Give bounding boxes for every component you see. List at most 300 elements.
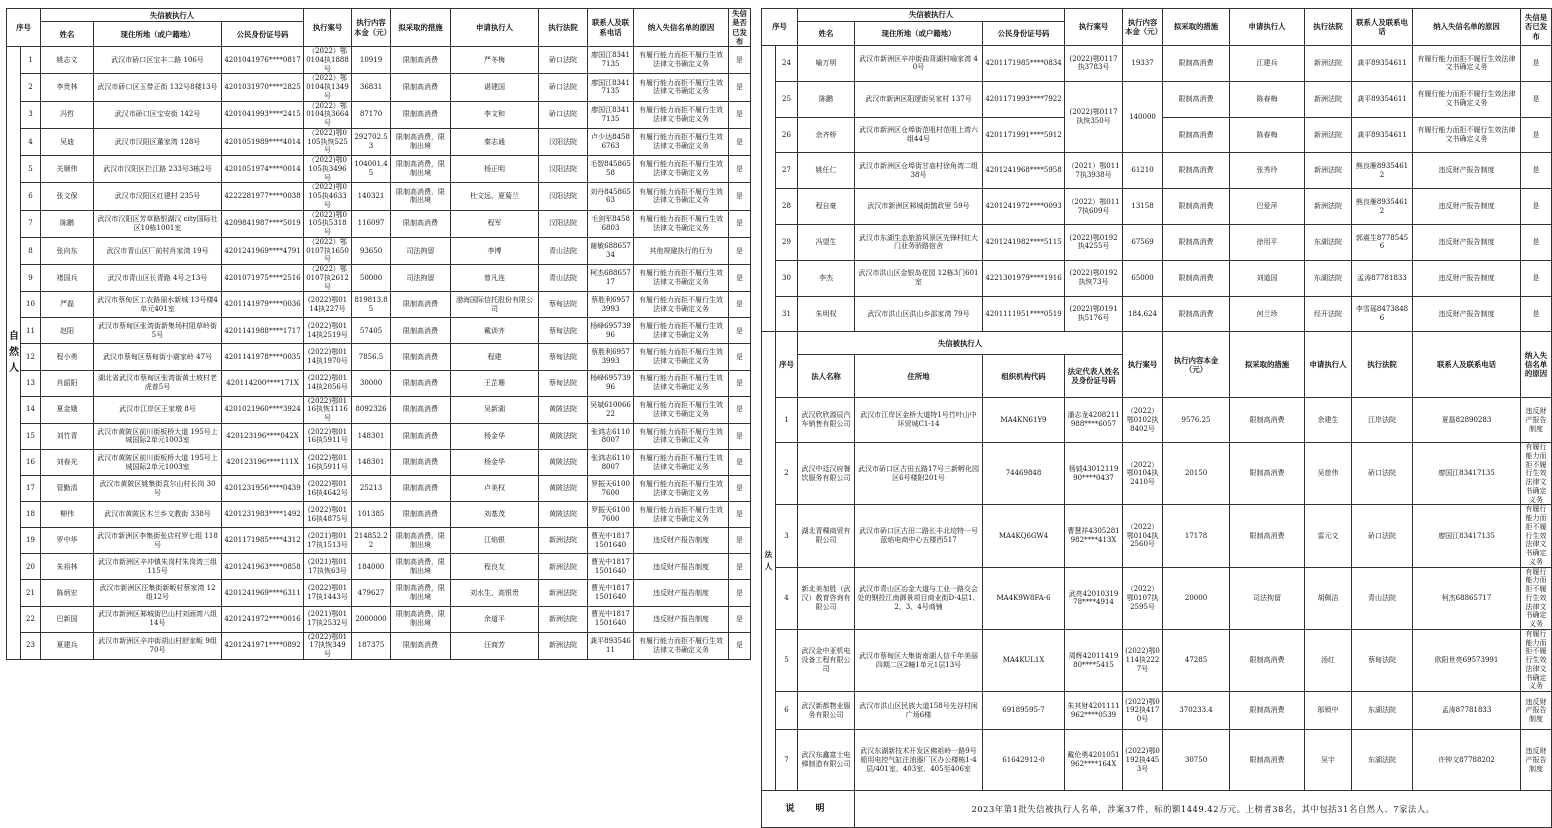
published: 是 xyxy=(729,476,751,502)
published: 是 xyxy=(729,237,751,264)
org-code: MA4KQ6GW4 xyxy=(983,505,1065,567)
court: 黄陂法院 xyxy=(539,449,588,475)
applicant: 巴爱萍 xyxy=(1230,189,1305,225)
measure: 限制高消费，限制出境 xyxy=(391,183,451,210)
contact: 孟涛87781833 xyxy=(1413,692,1521,730)
contact: 廖国江83417135 xyxy=(1413,505,1521,567)
applicant: 程军 xyxy=(451,210,539,237)
measure: 限制高消费 xyxy=(1163,153,1230,189)
published: 是 xyxy=(1521,46,1552,82)
person-name: 刘竹青 xyxy=(41,423,94,449)
amount: 13158 xyxy=(1123,189,1163,225)
case-number: (2022)鄂0117执1443号 xyxy=(304,580,352,606)
right-table xyxy=(761,8,1552,828)
table-row xyxy=(762,153,1552,189)
case-number: （2022）鄂0104执3664号 xyxy=(304,101,352,128)
table-row xyxy=(762,730,1552,791)
published: 是 xyxy=(729,128,751,155)
contact: 罗振天61007600 xyxy=(588,502,634,528)
measure: 限制高消费 xyxy=(391,502,451,528)
published: 是 xyxy=(729,101,751,128)
person-name: 管勤清 xyxy=(41,476,94,502)
court: 新洲法院 xyxy=(1305,81,1352,117)
right-header-name: 姓名 xyxy=(798,22,855,46)
case-number: （2022）鄂0107执1650号 xyxy=(304,237,352,264)
id-number: 4201041976****0817 xyxy=(222,47,304,74)
contact: 刘丹84586563 xyxy=(588,183,634,210)
id-number: 4201171985****4312 xyxy=(222,528,304,554)
measure: 限制高消费 xyxy=(1230,443,1305,505)
row-seq: 15 xyxy=(21,423,41,449)
contact: 吴斌61006622 xyxy=(588,396,634,423)
measure: 限制高消费 xyxy=(1163,81,1230,117)
published: 是 xyxy=(729,606,751,632)
contact: 毛智84586558 xyxy=(588,156,634,183)
measure: 限制高消费，限制出境 xyxy=(391,606,451,632)
amount: 116097 xyxy=(352,210,391,237)
amount: 20150 xyxy=(1163,443,1230,505)
person-name: 夏金娥 xyxy=(41,396,94,423)
contact: 卢少达84586763 xyxy=(588,128,634,155)
published: 是 xyxy=(729,632,751,659)
reason: 有履行能力而拒不履行生效法律文书确定义务 xyxy=(634,318,729,344)
published: 是 xyxy=(729,554,751,580)
case-number: (2022)鄂0116执5911号 xyxy=(304,423,352,449)
applicant: 渤海国际信托股份有限公司 xyxy=(451,292,539,318)
row-seq: 1 xyxy=(21,47,41,74)
reason: 违反财产报告制度 xyxy=(634,606,729,632)
note-section xyxy=(762,791,1552,828)
legal-header-person-group: 失信被执行人 xyxy=(798,332,1123,355)
reason: 有履行能力而拒不履行生效法律文书确定义务 xyxy=(1413,46,1521,82)
address: 武汉市青山区长青路 4号之13号 xyxy=(94,265,222,292)
header-row-1 xyxy=(7,9,751,22)
right-header-applicant: 申请执行人 xyxy=(1230,9,1305,46)
published: 是 xyxy=(1521,117,1552,153)
contact: 曹光中18171501640 xyxy=(588,580,634,606)
address: 武汉市硚口区宝丰二路 106号 xyxy=(94,47,222,74)
legal-header-org-code: 组织机构代码 xyxy=(983,355,1065,398)
applicant: 曾凡连 xyxy=(451,265,539,292)
reason: 违反财产报告制度 xyxy=(1521,692,1552,730)
id-number: 4209841987****5019 xyxy=(222,210,304,237)
case-number: (2022)鄂0192执4170号 xyxy=(1123,692,1163,730)
table-row xyxy=(7,183,751,210)
reason: 有履行能力而拒不履行生效法律文书确定义务 xyxy=(634,502,729,528)
court: 蔡甸法院 xyxy=(539,370,588,396)
id-number: 4201051974****0014 xyxy=(222,156,304,183)
measure: 限制高消费 xyxy=(391,74,451,101)
reason: 违反财产报告制度 xyxy=(1413,260,1521,296)
applicant: 余道平 xyxy=(451,606,539,632)
row-seq: 3 xyxy=(776,505,798,567)
table-row xyxy=(7,606,751,632)
table-row xyxy=(762,296,1552,332)
right-header-id-no: 公民身份证号码 xyxy=(983,22,1065,46)
residence: 武汉市江岸区金桥大道特1号竹叶山中环贸城C1-14 xyxy=(855,398,983,443)
header-amount: 执行内容本金（元） xyxy=(352,9,391,47)
legal-header-case-no: 执行案号 xyxy=(1123,332,1163,398)
case-number: （2022)鄂0105执5318号 xyxy=(304,210,352,237)
case-number: （2022)鄂0105执恢525号 xyxy=(304,128,352,155)
person-name: 程自豪 xyxy=(798,189,855,225)
court: 黄陂法院 xyxy=(539,502,588,528)
id-number: 4221301979****1916 xyxy=(983,260,1065,296)
applicant: 徐用平 xyxy=(1230,224,1305,260)
id-number: 420123196****042X xyxy=(222,423,304,449)
id-number: 4201241963****0858 xyxy=(222,554,304,580)
court: 东湖法院 xyxy=(1352,730,1413,791)
amount: 65000 xyxy=(1123,260,1163,296)
reason: 违反财产报告制度 xyxy=(1413,296,1521,332)
person-name: 姚任仁 xyxy=(798,153,855,189)
measure: 限制高消费 xyxy=(391,476,451,502)
person-name: 严磊 xyxy=(41,292,94,318)
person-name: 陈鹏 xyxy=(798,81,855,117)
org-code: MA4K9W8FA-6 xyxy=(983,567,1065,629)
person-name: 褚国兵 xyxy=(41,265,94,292)
org-code: 61642912-0 xyxy=(983,730,1065,791)
legal-header-applicant: 申请执行人 xyxy=(1305,332,1352,398)
applicant: 杨金华 xyxy=(451,423,539,449)
row-seq: 12 xyxy=(21,344,41,370)
header-court: 执行法院 xyxy=(539,9,588,47)
row-seq: 5 xyxy=(776,629,798,691)
address: 武汉市汉阳区董家湾 128号 xyxy=(94,128,222,155)
person-name: 程小勇 xyxy=(41,344,94,370)
measure: 限制高消费，限制出境 xyxy=(391,528,451,554)
published: 是 xyxy=(729,292,751,318)
applicant: 程良友 xyxy=(451,554,539,580)
row-seq: 28 xyxy=(776,189,798,225)
contact: 龚平89354611 xyxy=(1352,81,1413,117)
address: 武汉市新洲区辛冲街胡山村舒家畈 9组70号 xyxy=(94,632,222,659)
row-seq: 31 xyxy=(776,296,798,332)
person-name: 夏建兵 xyxy=(41,632,94,659)
reason: 有履行能力而拒不履行生效法律文书确定义务 xyxy=(634,476,729,502)
address: 武汉市新洲区邾城街鹊政里 59号 xyxy=(855,189,983,225)
published: 是 xyxy=(729,449,751,475)
table-row xyxy=(7,156,751,183)
amount: 2000000 xyxy=(352,606,391,632)
right-header-reason: 纳入失信名单的原因 xyxy=(1413,9,1521,46)
court: 硚口法院 xyxy=(539,74,588,101)
measure: 司法拘留 xyxy=(391,265,451,292)
published: 是 xyxy=(729,423,751,449)
applicant: 刘水生、高银贵 xyxy=(451,580,539,606)
row-seq: 22 xyxy=(21,606,41,632)
address: 武汉市东湖生态旅游风景区先锋村红大门业务骄路宿舍 xyxy=(855,224,983,260)
court: 新洲法院 xyxy=(1305,189,1352,225)
applicant: 杨金华 xyxy=(451,449,539,475)
contact: 夏磊82890283 xyxy=(1413,398,1521,443)
case-number: （2021）鄂0117执3938号 xyxy=(1065,153,1123,189)
reason: 有履行能力而拒不履行生效法律文书确定义务 xyxy=(634,344,729,370)
legal-rep: 周辉4201141980****5415 xyxy=(1065,629,1123,691)
table-row xyxy=(7,292,751,318)
reason: 违反财产报告制度 xyxy=(634,580,729,606)
legal-header-seq: 序号 xyxy=(776,332,798,398)
court: 新洲法院 xyxy=(539,606,588,632)
applicant: 陈春梅 xyxy=(1230,117,1305,153)
address: 武汉市汉阳区芳草路银湖汉 city国际社区10栋1001室 xyxy=(94,210,222,237)
applicant: 谌建国 xyxy=(451,74,539,101)
address: 武汉市江岸区王家墩 8号 xyxy=(94,396,222,423)
id-number: 4201111951****0519 xyxy=(983,296,1065,332)
address: 武汉市黄陂区姚集街袁尔山村长岗 30号 xyxy=(94,476,222,502)
court: 新洲法院 xyxy=(539,580,588,606)
contact: 杨峰69573996 xyxy=(588,370,634,396)
person-name: 刘春光 xyxy=(41,449,94,475)
measure: 限制高消费 xyxy=(1163,189,1230,225)
contact: 廖国江83417135 xyxy=(588,101,634,128)
table-row xyxy=(7,265,751,292)
court: 黄陂法院 xyxy=(539,423,588,449)
right-header-published: 失信是否已发布 xyxy=(1521,9,1552,46)
amount: 36831 xyxy=(352,74,391,101)
amount: 101385 xyxy=(352,502,391,528)
row-seq: 2 xyxy=(21,74,41,101)
address: 武汉市新洲区邾城街巴山村刘面湾八组14号 xyxy=(94,606,222,632)
table-row xyxy=(762,567,1552,629)
row-seq: 13 xyxy=(21,370,41,396)
amount: 148301 xyxy=(352,449,391,475)
measure: 限制高消费，限制出境 xyxy=(391,128,451,155)
reason: 有履行能力而拒不履行生效法律文书确定义务 xyxy=(634,449,729,475)
row-seq: 11 xyxy=(21,318,41,344)
case-number: (2022)鄂0117执恢349号 xyxy=(304,632,352,659)
published: 是 xyxy=(729,47,751,74)
reason: 有履行能力而拒不履行生效法律文书确定义务 xyxy=(634,101,729,128)
reason: 违反财产报告制度 xyxy=(634,528,729,554)
measure: 限制高消费 xyxy=(391,47,451,74)
address: 武汉市黄陂区前川街板桥大道 195号上城国际2单元1003室 xyxy=(94,423,222,449)
right-header-court: 执行法院 xyxy=(1305,9,1352,46)
person-name: 关顺伟 xyxy=(41,156,94,183)
address: 武汉市新洲区仓埠街甘庙村徐角湾二组38号 xyxy=(855,153,983,189)
row-seq: 19 xyxy=(21,528,41,554)
reason: 有履行能力而拒不履行生效法律文书确定义务 xyxy=(634,370,729,396)
case-number: （2022）鄂0104执2560号 xyxy=(1123,505,1163,567)
contact: 孟涛87781833 xyxy=(1352,260,1413,296)
row-seq: 6 xyxy=(776,692,798,730)
case-number: (2022)鄂0116执4875号 xyxy=(304,502,352,528)
row-seq: 16 xyxy=(21,449,41,475)
note-label: 说 明 xyxy=(762,791,855,828)
applicant: 陈春梅 xyxy=(1230,81,1305,117)
amount: 30750 xyxy=(1163,730,1230,791)
table-row xyxy=(762,260,1552,296)
court: 硚口法院 xyxy=(1352,505,1413,567)
amount: 819813.85 xyxy=(352,292,391,318)
measure: 限制高消费 xyxy=(391,344,451,370)
right-header-case-no: 执行案号 xyxy=(1065,9,1123,46)
published: 是 xyxy=(729,74,751,101)
id-number: 4201051989****4014 xyxy=(222,128,304,155)
applicant: 王芷珊 xyxy=(451,370,539,396)
measure: 限制高消费 xyxy=(1230,629,1305,691)
contact: 郭震生87785456 xyxy=(1352,224,1413,260)
case-number: （2022)鄂0105执4633号 xyxy=(304,183,352,210)
table-row xyxy=(7,237,751,264)
row-seq: 14 xyxy=(21,396,41,423)
case-number: (2022)鄂0114执227号 xyxy=(304,292,352,318)
amount: 17178 xyxy=(1163,505,1230,567)
applicant: 杜文远、夏菊兰 xyxy=(451,183,539,210)
row-seq: 24 xyxy=(776,46,798,82)
published: 是 xyxy=(729,265,751,292)
right-header-measure: 拟采取的措施 xyxy=(1163,9,1230,46)
row-seq: 29 xyxy=(776,224,798,260)
applicant: 严冬梅 xyxy=(451,47,539,74)
table-row xyxy=(7,74,751,101)
amount: 47285 xyxy=(1163,629,1230,691)
measure: 限制高消费 xyxy=(391,370,451,396)
row-seq: 4 xyxy=(776,567,798,629)
amount: 214852.22 xyxy=(352,528,391,554)
reason: 有履行能力而拒不履行生效法律文书确定义务 xyxy=(634,292,729,318)
table-row xyxy=(7,580,751,606)
amount: 61210 xyxy=(1123,153,1163,189)
applicant: 邬锁中 xyxy=(1305,692,1352,730)
id-number: 4201231956****0439 xyxy=(222,476,304,502)
amount: 87170 xyxy=(352,101,391,128)
amount: 93650 xyxy=(352,237,391,264)
applicant: 胡佩洁 xyxy=(1305,567,1352,629)
measure: 限制高消费 xyxy=(391,101,451,128)
published: 是 xyxy=(729,396,751,423)
published: 是 xyxy=(729,156,751,183)
legal-header-reason: 纳入失信名单的原因 xyxy=(1521,332,1552,398)
table-row xyxy=(7,632,751,659)
table-row xyxy=(762,398,1552,443)
row-seq: 23 xyxy=(21,632,41,659)
legal-header-legal-rep: 法定代表人姓名及身份证号码 xyxy=(1065,355,1123,398)
contact: 龚平89354611 xyxy=(1352,46,1413,82)
court: 汉阳法院 xyxy=(539,210,588,237)
court: 新洲法院 xyxy=(539,632,588,659)
contact: 廖国江83417135 xyxy=(588,47,634,74)
reason: 有履行能力而拒不履行生效法律文书确定义务 xyxy=(634,183,729,210)
applicant: 吴慈伟 xyxy=(1305,443,1352,505)
amount: 67569 xyxy=(1123,224,1163,260)
measure: 限制高消费 xyxy=(1230,398,1305,443)
court: 蔡甸法院 xyxy=(539,344,588,370)
measure: 限制高消费 xyxy=(391,210,451,237)
amount: 148301 xyxy=(352,423,391,449)
company-name: 武汉金中亚机电设备工程有限公司 xyxy=(798,629,855,691)
measure: 限制高消费，限制出境 xyxy=(391,156,451,183)
reason: 有履行能力而拒不履行生效法律文书确定义务 xyxy=(1521,443,1552,505)
court: 蔡甸法院 xyxy=(539,292,588,318)
id-number: 4201021960****3924 xyxy=(222,396,304,423)
row-seq: 27 xyxy=(776,153,798,189)
right-header-contact: 联系人及联系电话 xyxy=(1352,9,1413,46)
row-seq: 26 xyxy=(776,117,798,153)
reason: 其他规避执行的行为 xyxy=(634,237,729,264)
person-name: 赵阳 xyxy=(41,318,94,344)
residence: 武汉市青山区冶金大道与工业一路交会处的钢投江南御景项目商业街D-4层1、2、3、4号商铺 xyxy=(855,567,983,629)
amount: 50000 xyxy=(352,265,391,292)
address: 武汉市青山区厂前村肖家湾 19号 xyxy=(94,237,222,264)
case-number: (2022)鄂0116执5911号 xyxy=(304,449,352,475)
header-reason: 纳入失信名单的原因 xyxy=(634,9,729,47)
published: 是 xyxy=(1521,296,1552,332)
court: 新洲法院 xyxy=(539,528,588,554)
table-row xyxy=(7,210,751,237)
contact: 熊良雁89354612 xyxy=(1352,189,1413,225)
reason: 违反财产报告制度 xyxy=(1521,398,1552,443)
court: 东湖法院 xyxy=(1305,260,1352,296)
applicant: 刘基茂 xyxy=(451,502,539,528)
measure: 限制高消费 xyxy=(1230,692,1305,730)
company-name: 湖北青稞商贸有限公司 xyxy=(798,505,855,567)
person-name: 陈鹏 xyxy=(41,210,94,237)
measure: 限制高消费 xyxy=(1163,46,1230,82)
contact: 蔡胜利69573993 xyxy=(588,344,634,370)
row-seq: 7 xyxy=(776,730,798,791)
header-case-no: 执行案号 xyxy=(304,9,352,47)
right-header-amount: 执行内容本金（元） xyxy=(1123,9,1163,46)
court: 新洲法院 xyxy=(1305,153,1352,189)
court: 新洲法院 xyxy=(539,554,588,580)
applicant: 卢美权 xyxy=(451,476,539,502)
amount: 19337 xyxy=(1123,46,1163,82)
row-seq: 18 xyxy=(21,502,41,528)
applicant: 李文和 xyxy=(451,101,539,128)
legal-rep: 曹慧祥4305281982****413X xyxy=(1065,505,1123,567)
contact: 熊良雁89354612 xyxy=(1352,153,1413,189)
case-number: (2021)鄂0117执1513号 xyxy=(304,528,352,554)
amount: 25213 xyxy=(352,476,391,502)
contact: 蔡胜利69573993 xyxy=(588,292,634,318)
right-header-address: 现住所地（或户籍地） xyxy=(855,22,983,46)
residence: 武汉市蔡甸区大集街南湖人信千年美丽四期二区2幢1单元1层13号 xyxy=(855,629,983,691)
case-number: (2022)鄂0114执2519号 xyxy=(304,318,352,344)
contact: 曹光中18171501640 xyxy=(588,528,634,554)
published: 是 xyxy=(1521,189,1552,225)
measure: 限制高消费 xyxy=(1163,260,1230,296)
company-name: 武汉新都物业服务有限公司 xyxy=(798,692,855,730)
table-row xyxy=(762,81,1552,117)
amount: 140321 xyxy=(352,183,391,210)
published: 是 xyxy=(1521,81,1552,117)
address: 湖北省武汉市蔡甸区张湾街黄土坡村老虎普5号 xyxy=(94,370,222,396)
court: 黄陂法院 xyxy=(539,396,588,423)
measure: 限制高消费 xyxy=(391,449,451,475)
address: 武汉市硚口区玉带正街 132号8楼13号 xyxy=(94,74,222,101)
legal-header-residence: 住所地 xyxy=(855,355,983,398)
applicant: 江焰银 xyxy=(451,528,539,554)
amount: 184,624 xyxy=(1123,296,1163,332)
person-name: 李贵林 xyxy=(41,74,94,101)
header-address: 现住所地（或户籍地） xyxy=(94,22,222,47)
applicant: 程建 xyxy=(451,344,539,370)
row-seq: 2 xyxy=(776,443,798,505)
case-number: (2022)鄂0116执4642号 xyxy=(304,476,352,502)
address: 武汉市新洲区辛冲镇朱岗村朱岗湾三组115号 xyxy=(94,554,222,580)
amount: 9576.25 xyxy=(1163,398,1230,443)
table-row xyxy=(7,476,751,502)
id-number: 4201241969****6311 xyxy=(222,580,304,606)
applicant: 秦志通 xyxy=(451,128,539,155)
applicant: 何兰珍 xyxy=(1230,296,1305,332)
residence: 武汉市硚口区古田二路长丰北垸特一号蓝焰电商中心五楼西517 xyxy=(855,505,983,567)
legal-header-row-1 xyxy=(762,332,1552,355)
reason: 有履行能力而拒不履行生效法律文书确定义务 xyxy=(1521,567,1552,629)
company-name: 新北美加胜（武汉）教育咨询有限公司 xyxy=(798,567,855,629)
amount: 7856.5 xyxy=(352,344,391,370)
